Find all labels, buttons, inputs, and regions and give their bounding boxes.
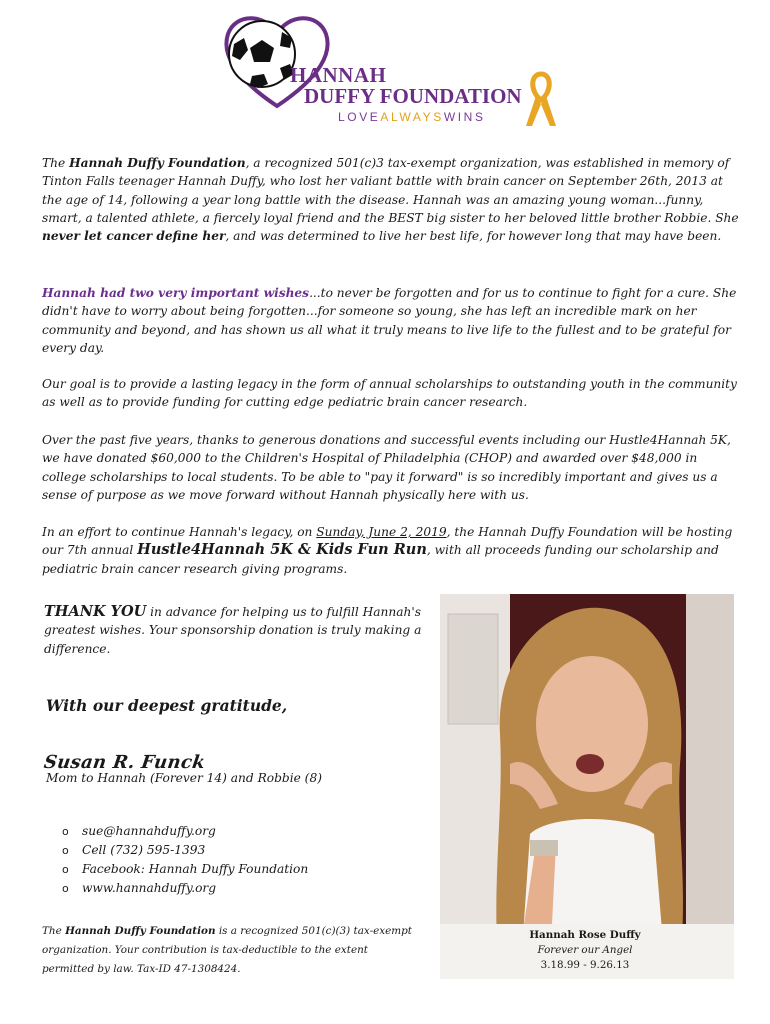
contact-facebook: o Facebook: Hannah Duffy Foundation: [62, 860, 308, 879]
signature: Susan R. Funck: [42, 752, 207, 773]
hannah-photo: [440, 594, 734, 979]
thank-you-lead: THANK YOU: [44, 603, 147, 620]
photo-caption: [440, 928, 730, 973]
contact-list: [62, 822, 308, 898]
intro-paragraph: The Hannah Duffy Foundation, a recognized 501(c)3 tax-exempt organization, was established in memory of Tinton Falls teenager Hannah Duffy, who lost her valiant battle with brain cancer on September 26th, 2013 at the age of 14, following a year long battle with the disease. Hannah was an amazing young woman...funny, smart, a talented athlete, a fiercely loyal friend and the BEST big sister to her beloved little brother Robbie. She never let cancer define her, and was determined to live her best life, for however long that may have been.: [42, 156, 739, 244]
footnote-org-name: Hannah Duffy Foundation: [65, 925, 216, 937]
contact-website[interactable]: o www.hannahduffy.org: [62, 879, 308, 898]
closing-line: With our deepest gratitude,: [46, 696, 288, 715]
event-paragraph: In an effort to continue Hannah's legacy, on Sunday, June 2, 2019, the Hannah Duffy Foundation will be hosting our 7th annual Hustle4Hannah 5K & Kids Fun Run, with all proceeds funding our scholarship and pediatric brain cancer research giving programs.: [42, 525, 733, 576]
contact-email[interactable]: o sue@hannahduffy.org: [62, 822, 308, 841]
logo-title-line-1: HANNAH: [290, 63, 387, 87]
tagline-wins: WINS: [443, 110, 486, 124]
tax-footnote: The Hannah Duffy Foundation is a recognized 501(c)(3) tax-exempt organization. Your contribution is tax-deductible to the extent permitted by law. Tax-ID 47-1308424.: [42, 925, 412, 975]
tagline-love: LOVE: [338, 110, 381, 124]
signer-role: Mom to Hannah (Forever 14) and Robbie (8): [46, 771, 322, 785]
tagline-always: ALWAYS: [380, 110, 444, 124]
logo-tagline: [338, 110, 486, 124]
never-let-cancer-phrase: never let cancer define her: [42, 229, 226, 244]
event-name: Hustle4Hannah 5K & Kids Fun Run: [137, 541, 427, 559]
org-name: Hannah Duffy Foundation: [69, 156, 246, 170]
goal-paragraph: Our goal is to provide a lasting legacy in the form of annual scholarships to outstanding youth in the community as well as to provide funding for cutting edge pediatric brain cancer research.: [42, 377, 737, 410]
logo-title-line-2: DUFFY FOUNDATION: [304, 84, 522, 108]
list-bullet: o: [62, 825, 69, 838]
donations-paragraph: Over the past five years, thanks to generous donations and successful events including our Hustle4Hannah 5K, we have donated $60,000 to the Children's Hospital of Philadelphia (CHOP) and awarded over $48,000 in college scholarships to local students. To be able to "pay it forward" is so incredibly important and gives us a sense of purpose as we move forward without Hannah physically here with us.: [42, 433, 731, 502]
caption-dates: 3.18.99 - 9.26.13: [540, 959, 630, 971]
caption-subtitle: Forever our Angel: [537, 944, 633, 956]
contact-phone: o Cell (732) 595-1393: [62, 841, 308, 860]
event-date: Sunday, June 2, 2019: [316, 525, 447, 539]
wishes-paragraph: Hannah had two very important wishes...to never be forgotten and for us to continue to fight for a cure. She didn't have to worry about being forgotten...for someone so young, she has left an incredible mark on her community and beyond, and has shown us all what it truly means to live life to the fullest and to be grateful for every day.: [42, 286, 737, 355]
thank-you-paragraph: THANK YOU in advance for helping us to fulfill Hannah's greatest wishes. Your sponsorship donation is truly making a difference.: [44, 603, 422, 656]
list-bullet: o: [62, 882, 69, 895]
foundation-logo: [222, 14, 562, 132]
list-bullet: o: [62, 844, 69, 857]
two-wishes-phrase: Hannah had two very important wishes: [42, 286, 310, 300]
list-bullet: o: [62, 863, 69, 876]
portrait-image: [440, 594, 734, 979]
awareness-ribbon-icon: [524, 70, 558, 128]
caption-name: Hannah Rose Duffy: [529, 929, 641, 941]
